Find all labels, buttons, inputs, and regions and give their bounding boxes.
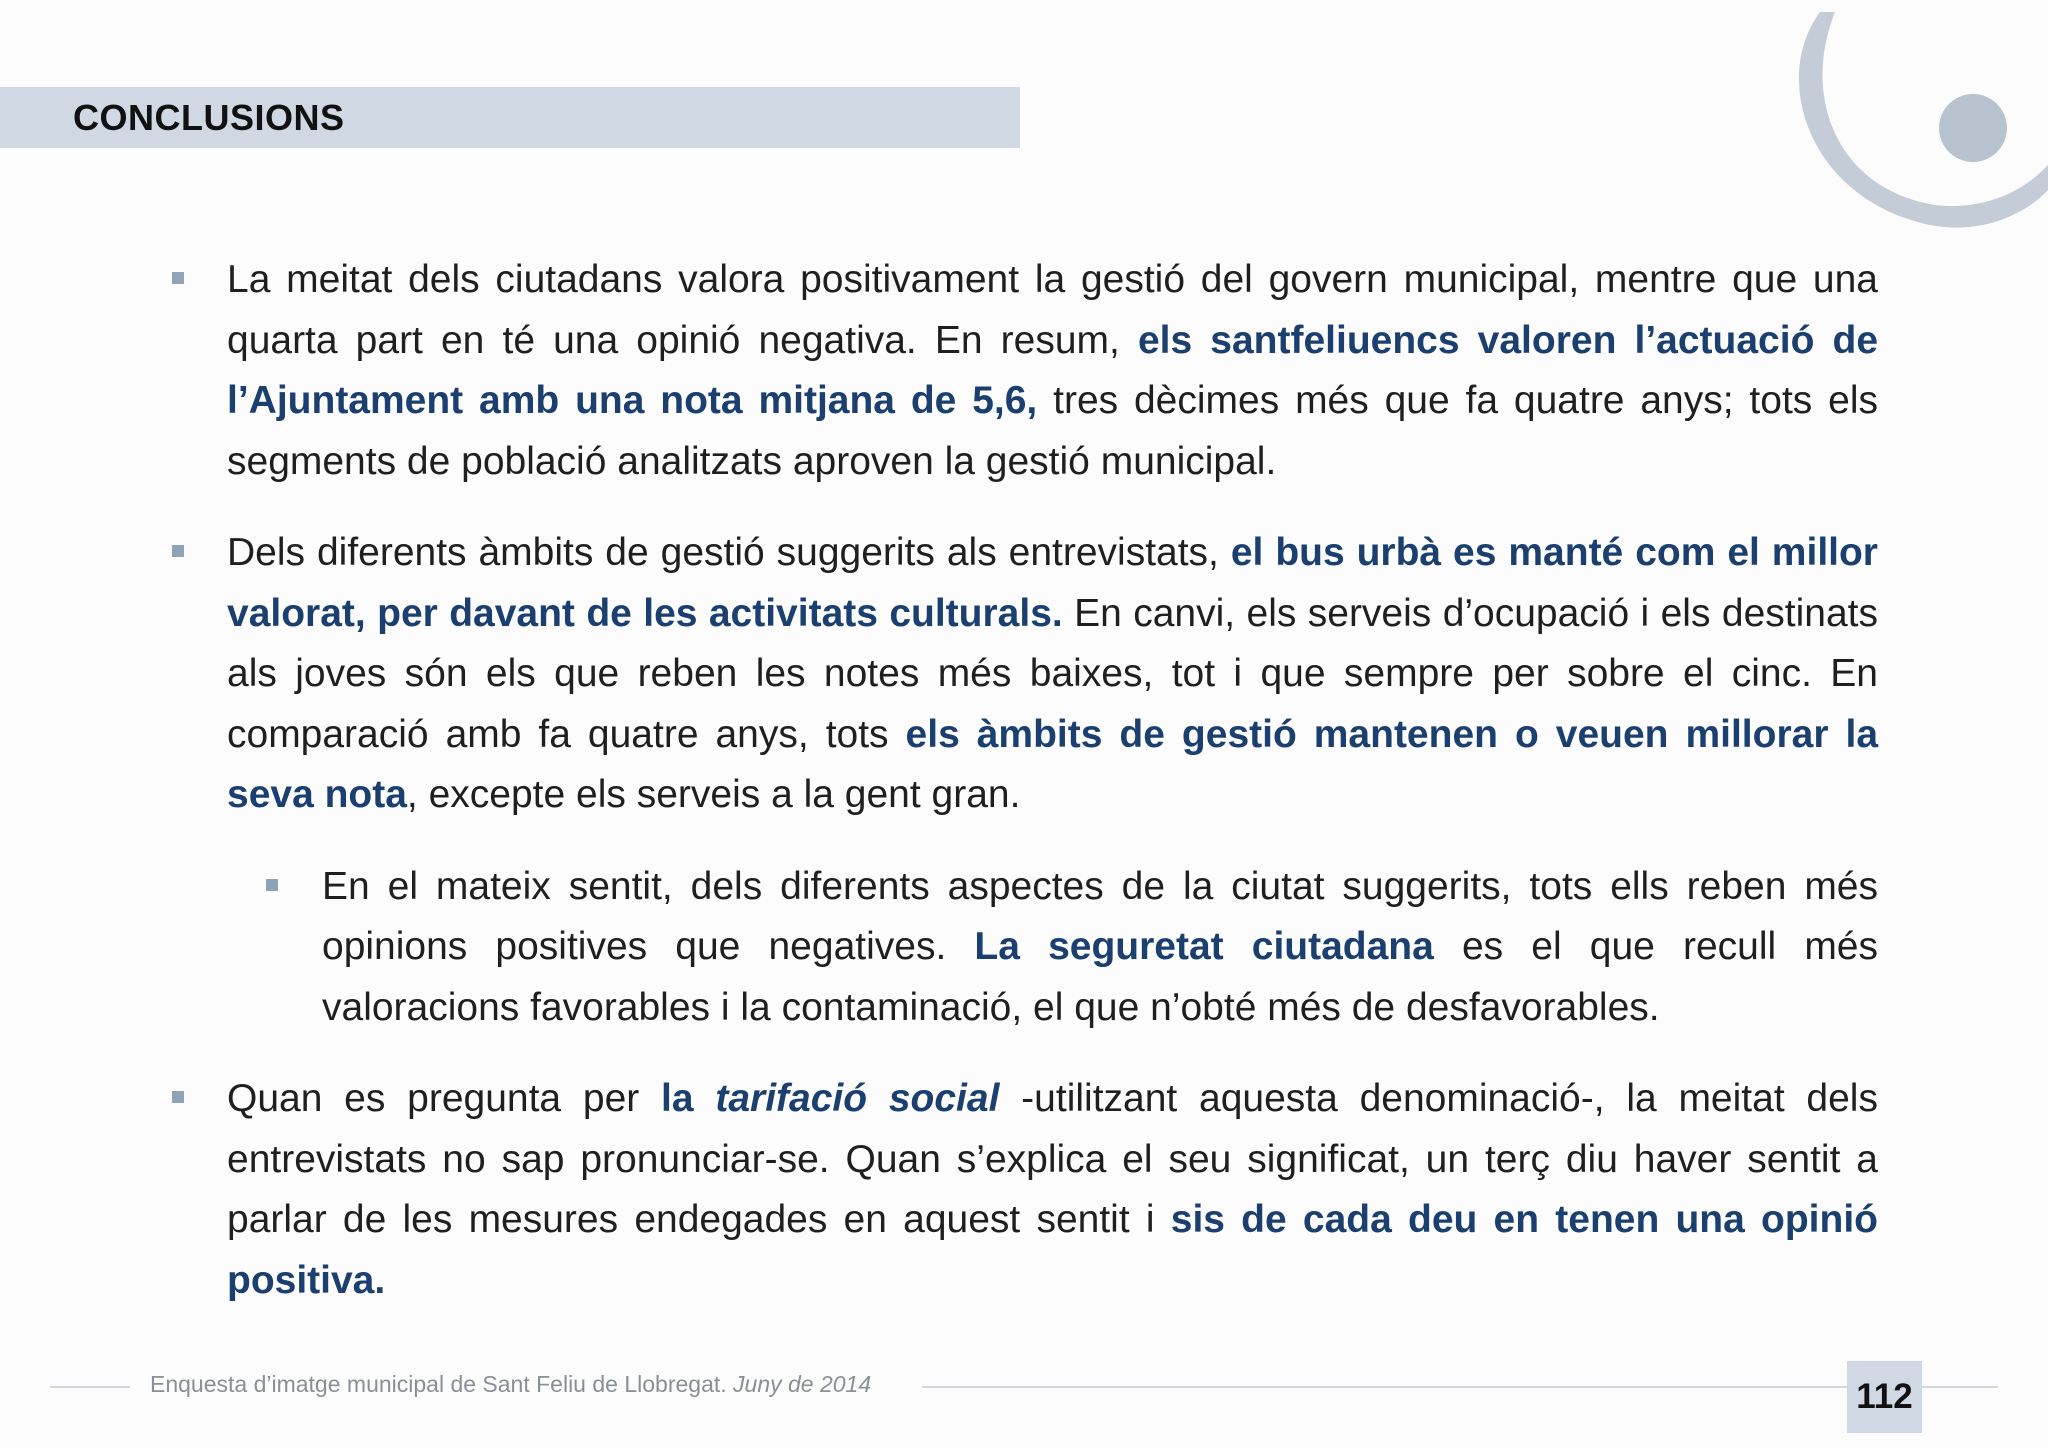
list-item: Dels diferents àmbits de gestió suggerits als entrevistats, el bus urbà es manté com el millor valorat, per davant de les activitats culturals. En canvi, els serveis d’ocupació i els destinats als joves són els que reben les notes més baixes, tot i que sempre per sobre el cinc. En comparació amb fa quatre anys, tots els àmbits de gestió mantenen o veuen millorar la seva nota, excepte els serveis a la gent gran. <box>167 523 1878 826</box>
page-number: 112 <box>1847 1361 1922 1433</box>
footer-divider <box>1922 1386 1998 1388</box>
list-item-sub: En el mateix sentit, dels diferents aspectes de la ciutat suggerits, tots ells reben més opinions positives que negatives. La seguretat ciutadana es el que recull més valoracions favorables i la contaminació, el que n’obté més de desfavorables. <box>167 857 1878 1039</box>
page-title: CONCLUSIONS <box>73 97 345 138</box>
square-bullet-icon <box>266 879 278 891</box>
square-bullet-icon <box>172 545 184 557</box>
list-item: Quan es pregunta per la tarifació social -utilitzant aquesta denominació-, la meitat dels entrevistats no sap pronunciar-se. Quan s’explica el seu significat, un terç diu haver sentit a parlar de les mesures endegades en aquest sentit i sis de cada deu en tenen una opinió positiva. <box>167 1069 1878 1311</box>
footer-divider <box>50 1386 130 1388</box>
list-item: La meitat dels ciutadans valora positivament la gestió del govern municipal, mentre que una quarta part en té una opinió negativa. En resum, els santfeliuencs valoren l’actuació de l’Ajuntament amb una nota mitjana de 5,6, tres dècimes més que fa quatre anys; tots els segments de població analitzats aproven la gestió municipal. <box>167 250 1878 492</box>
conclusions-list <box>167 250 1878 1342</box>
square-bullet-icon <box>172 272 184 284</box>
square-bullet-icon <box>172 1091 184 1103</box>
footer-divider <box>922 1386 1847 1388</box>
logo-crescent-icon <box>1780 0 2048 240</box>
footer-source: Enquesta d’imatge municipal de Sant Feliu de Llobregat. Juny de 2014 <box>150 1371 872 1397</box>
